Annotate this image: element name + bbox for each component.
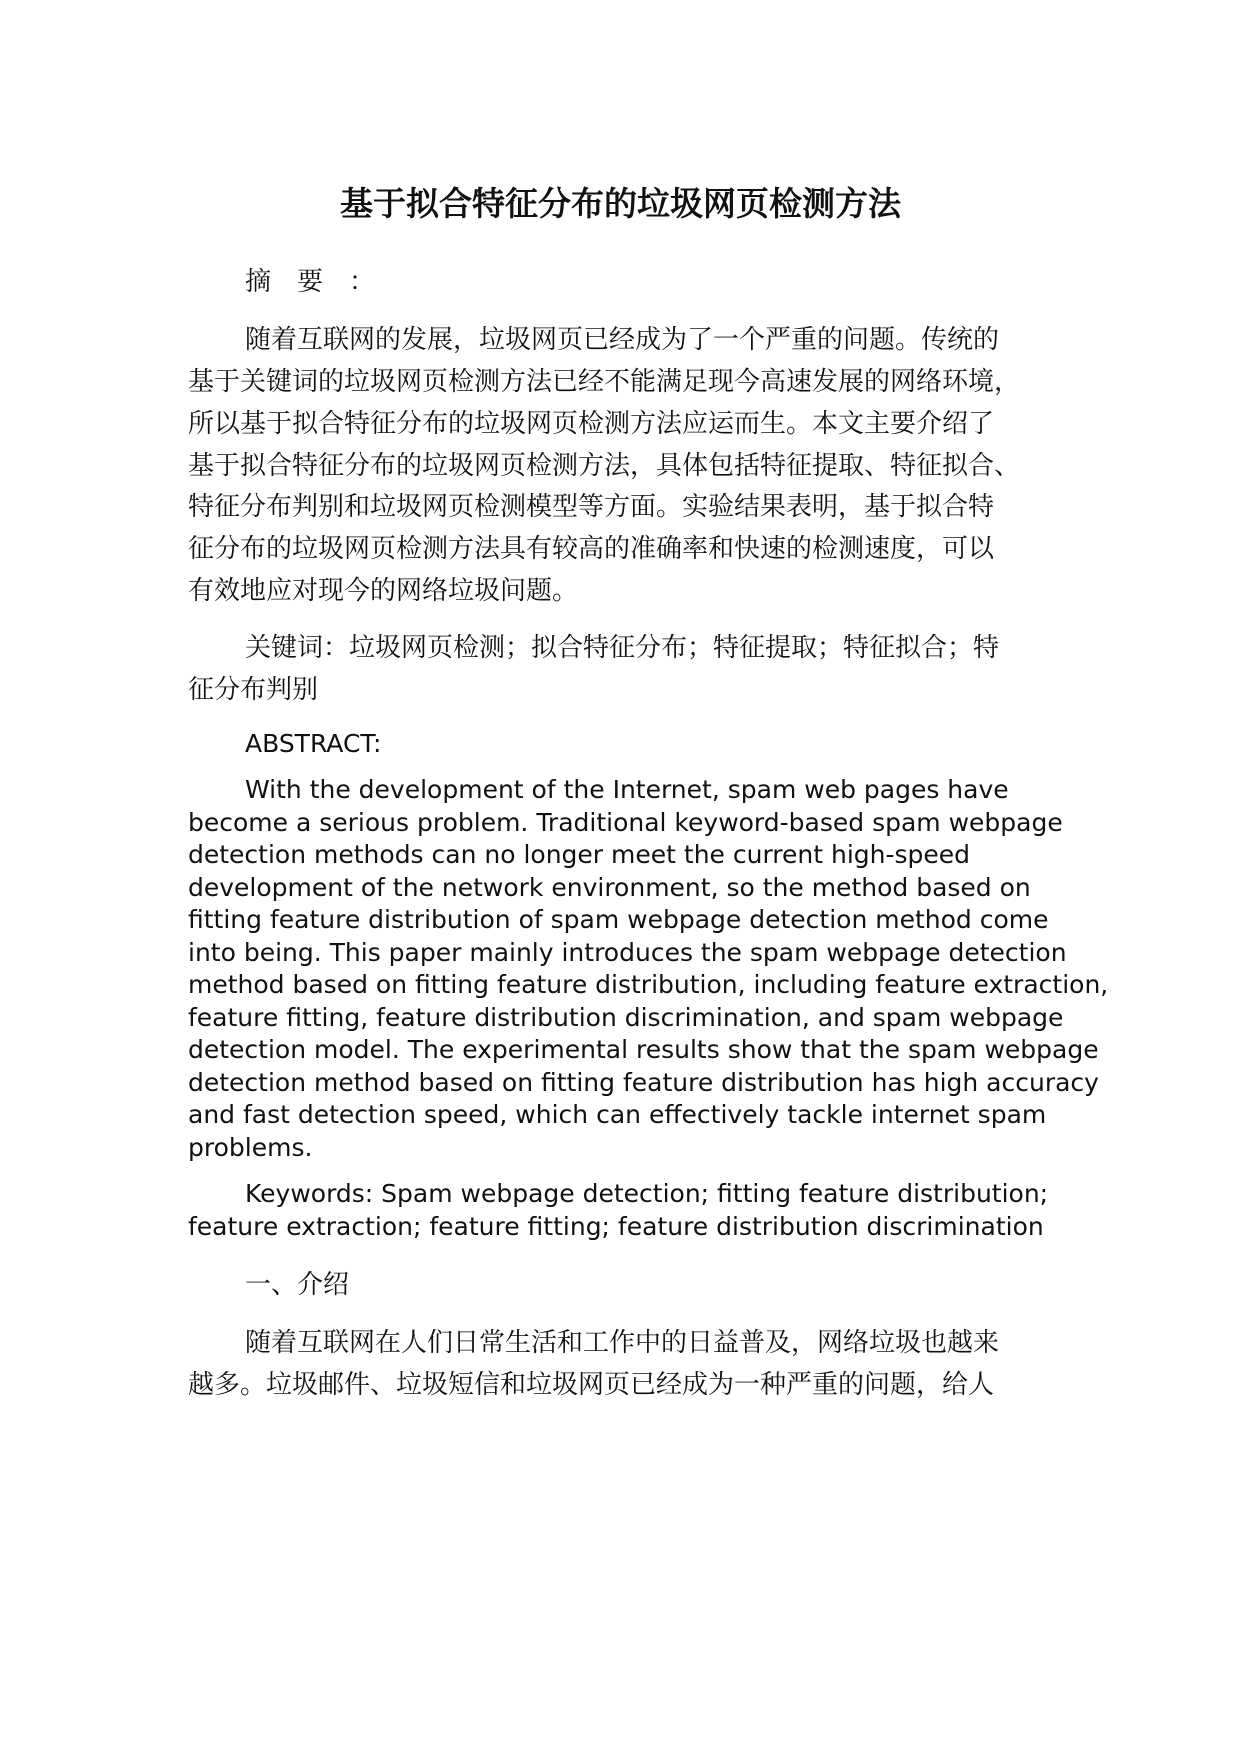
keywords-cn-line: 关键词：垃圾网页检测；拟合特征分布；特征提取；特征拟合；特 [245, 633, 1000, 663]
abstract-en-label: ABSTRACT: [245, 729, 382, 758]
abstract-cn-line: 特征分布判别和垃圾网页检测模型等方面。实验结果表明，基于拟合特 [188, 492, 995, 522]
body-line: 随着互联网在人们日常生活和工作中的日益普及，网络垃圾也越来 [245, 1328, 1000, 1358]
abstract-en-line: detection method based on fitting feature distribution has high accuracy [188, 1068, 1099, 1097]
keywords-en-line: Keywords: Spam webpage detection; fitting feature distribution; [245, 1179, 1049, 1208]
abstract-cn-line: 随着互联网的发展，垃圾网页已经成为了一个严重的问题。传统的 [245, 325, 1000, 355]
abstract-en-line: detection methods can no longer meet the current high-speed [188, 840, 971, 869]
abstract-en-line: detection model. The experimental results show that the spam webpage [188, 1035, 1099, 1064]
abstract-en-line: With the development of the Internet, spam web pages have [245, 775, 1009, 804]
abstract-cn-line: 所以基于拟合特征分布的垃圾网页检测方法应运而生。本文主要介绍了 [188, 409, 995, 439]
abstract-label: 摘要： [245, 267, 402, 297]
paper-title: 基于拟合特征分布的垃圾网页检测方法 [340, 184, 901, 223]
abstract-en-line: development of the network environment, so the method based on [188, 873, 1031, 902]
abstract-en-line: fitting feature distribution of spam webpage detection method come [188, 905, 1049, 934]
keywords-en-line: feature extraction; feature fitting; feature distribution discrimination [188, 1212, 1044, 1241]
abstract-en-line: problems. [188, 1133, 313, 1162]
abstract-en-line: into being. This paper mainly introduces the spam webpage detection [188, 938, 1067, 967]
abstract-en-line: become a serious problem. Traditional keyword-based spam webpage [188, 808, 1063, 837]
section-heading: 一、介绍 [245, 1270, 350, 1300]
body-line: 越多。垃圾邮件、垃圾短信和垃圾网页已经成为一种严重的问题，给人 [188, 1370, 995, 1400]
abstract-cn-line: 征分布的垃圾网页检测方法具有较高的准确率和快速的检测速度，可以 [188, 534, 995, 564]
abstract-en-line: method based on fitting feature distribution, including feature extraction, [188, 970, 1109, 999]
abstract-en-line: feature fitting, feature distribution discrimination, and spam webpage [188, 1003, 1064, 1032]
abstract-cn-line: 基于关键词的垃圾网页检测方法已经不能满足现今高速发展的网络环境， [188, 367, 1021, 397]
abstract-cn-line: 有效地应对现今的网络垃圾问题。 [188, 576, 579, 606]
keywords-cn-line: 征分布判别 [188, 675, 319, 705]
abstract-en-line: and fast detection speed, which can effectively tackle internet spam [188, 1100, 1047, 1129]
abstract-cn-line: 基于拟合特征分布的垃圾网页检测方法，具体包括特征提取、特征拟合、 [188, 451, 1021, 481]
